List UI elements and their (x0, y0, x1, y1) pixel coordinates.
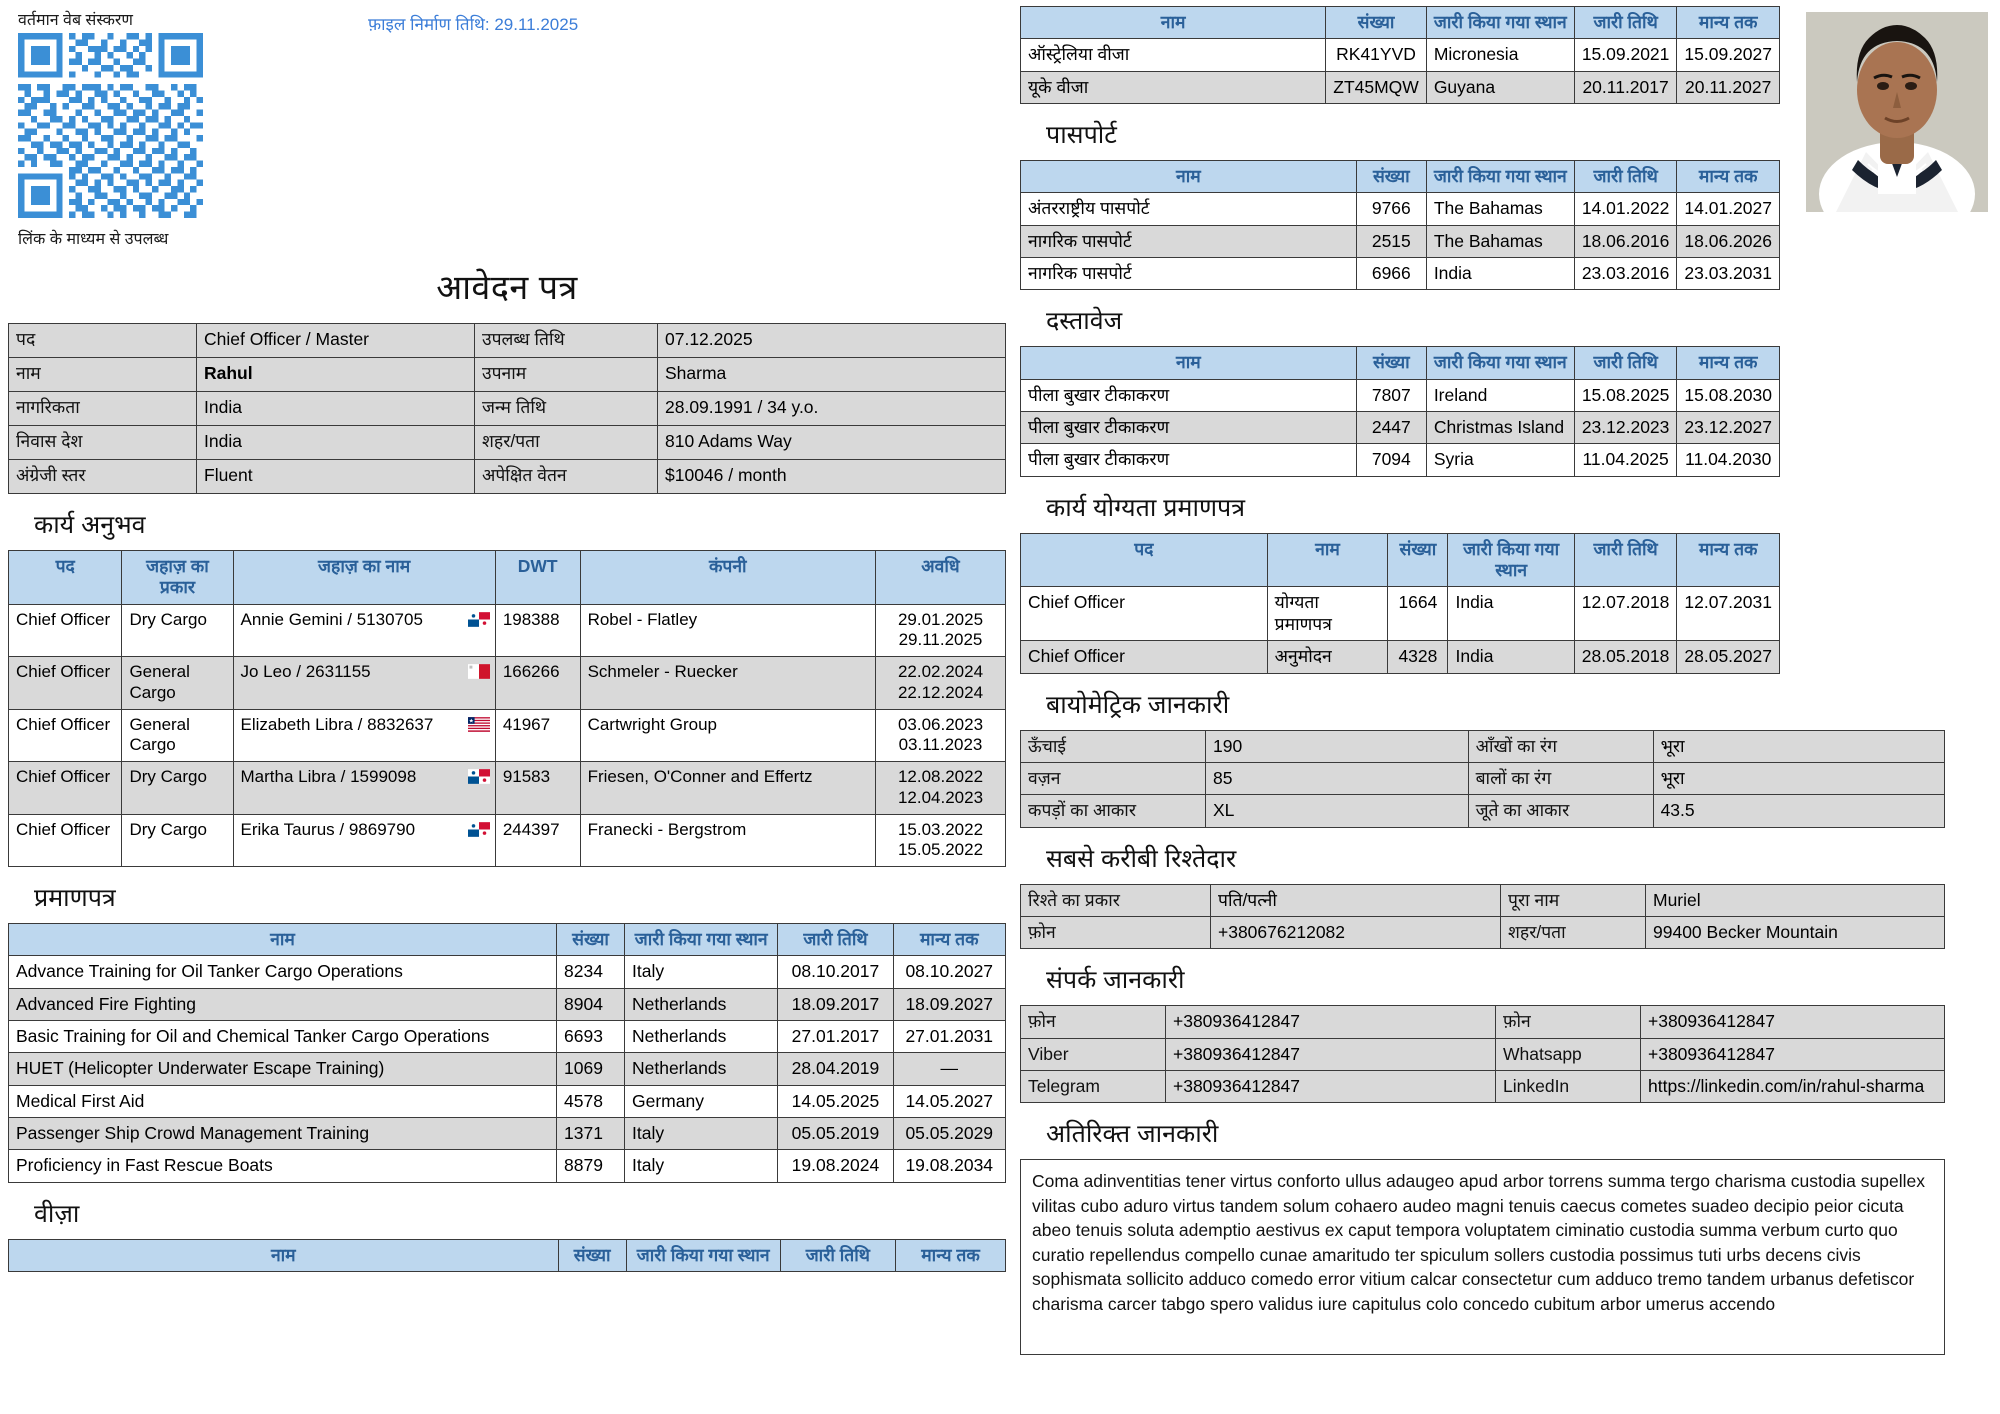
contact-label: फ़ोन (1021, 1006, 1166, 1038)
cert-place: Italy (624, 1150, 777, 1182)
table-row (9, 1150, 1006, 1182)
document-valid: 11.04.2030 (1677, 444, 1780, 476)
column-header: जारी तिथि (1574, 161, 1677, 193)
passport-name: नागरिक पासपोर्ट (1021, 258, 1357, 290)
coc-heading: कार्य योग्यता प्रमाणपत्र (1046, 493, 1246, 522)
coc-name: अनुमोदन (1267, 641, 1388, 673)
flag-panama-icon (468, 822, 490, 837)
biometric-heading: बायोमेट्रिक जानकारी (1046, 690, 1230, 719)
document-place: Syria (1426, 444, 1574, 476)
contact-label: Viber (1021, 1038, 1166, 1070)
cert-valid: 27.01.2031 (893, 1021, 1006, 1053)
document-number: 7807 (1356, 379, 1426, 411)
contact-heading: संपर्क जानकारी (1046, 966, 1185, 995)
document-place: Christmas Island (1426, 412, 1574, 444)
cert-valid: — (893, 1053, 1006, 1085)
document-name: पीला बुखार टीकाकरण (1021, 444, 1357, 476)
column-header: संख्या (558, 1239, 626, 1271)
table-row (9, 604, 1006, 656)
contact-value: +380936412847 (1166, 1038, 1496, 1070)
we-vessel-name: Erika Taurus / 9869790 (233, 814, 495, 866)
table-row (1021, 641, 1780, 673)
column-header: मान्य तक (893, 924, 1006, 956)
coc-valid: 28.05.2027 (1677, 641, 1780, 673)
cert-number: 6693 (557, 1021, 625, 1053)
passport-name: नागरिक पासपोर्ट (1021, 225, 1357, 257)
cert-number: 8234 (557, 956, 625, 988)
applicant-photo (1806, 12, 1988, 212)
next-of-kin-label: शहर/पता (1501, 916, 1646, 948)
next-of-kin-table (1020, 884, 1945, 950)
we-company: Cartwright Group (580, 709, 875, 761)
cert-valid: 18.09.2027 (893, 988, 1006, 1020)
coc-rank: Chief Officer (1021, 587, 1268, 641)
column-header: जारी तिथि (1574, 533, 1677, 587)
document-issued: 23.12.2023 (1574, 412, 1677, 444)
document-issued: 15.08.2025 (1574, 379, 1677, 411)
coc-rank: Chief Officer (1021, 641, 1268, 673)
contact-value: https://linkedin.com/in/rahul-sharma (1641, 1070, 1945, 1102)
table-row (9, 324, 1006, 358)
personal-value: Rahul (197, 358, 475, 392)
passport-issued: 18.06.2016 (1574, 225, 1677, 257)
we-rank: Chief Officer (9, 814, 122, 866)
personal-label: निवास देश (9, 426, 197, 460)
passport-valid: 23.03.2031 (1677, 258, 1780, 290)
cert-issued: 18.09.2017 (778, 988, 893, 1020)
document-issued: 11.04.2025 (1574, 444, 1677, 476)
contact-table (1020, 1005, 1945, 1103)
table-row (1021, 762, 1945, 794)
cert-issued: 05.05.2019 (778, 1118, 893, 1150)
we-vessel-type: General Cargo (122, 709, 233, 761)
next-of-kin-label: रिश्ते का प्रकार (1021, 884, 1211, 916)
column-header: जारी तिथि (780, 1239, 895, 1271)
cert-number: 8904 (557, 988, 625, 1020)
passport-number: 6966 (1356, 258, 1426, 290)
personal-label: उपलब्ध तिथि (475, 324, 658, 358)
documents-heading: दस्तावेज (1046, 307, 1123, 336)
table-row (1021, 1070, 1945, 1102)
column-header: संख्या (557, 924, 625, 956)
coc-number: 1664 (1388, 587, 1448, 641)
personal-value: Fluent (197, 460, 475, 494)
document-number: 2447 (1356, 412, 1426, 444)
table-row (1021, 1006, 1945, 1038)
cert-place: Italy (624, 1118, 777, 1150)
table-row (9, 358, 1006, 392)
next-of-kin-value: पति/पत्नी (1211, 884, 1501, 916)
cert-valid: 08.10.2027 (893, 956, 1006, 988)
table-row (1021, 193, 1780, 225)
we-dwt: 91583 (495, 762, 580, 814)
personal-info-table (8, 323, 1006, 494)
table-row (1021, 71, 1780, 103)
we-vessel-type: General Cargo (122, 657, 233, 709)
next-of-kin-heading: सबसे करीबी रिश्तेदार (1046, 844, 1237, 873)
column-header: कंपनी (580, 551, 875, 605)
column-header: अवधि (875, 551, 1005, 605)
biometric-label: बालों का रंग (1468, 762, 1653, 794)
cert-place: Netherlands (624, 988, 777, 1020)
coc-place: India (1448, 587, 1574, 641)
left-column (8, 6, 1020, 1414)
biometric-value: भूरा (1653, 762, 1944, 794)
biometric-value: 43.5 (1653, 795, 1944, 827)
cert-name: Advanced Fire Fighting (9, 988, 557, 1020)
visa-name: यूके वीजा (1021, 71, 1326, 103)
column-header: DWT (495, 551, 580, 605)
passport-place: India (1426, 258, 1574, 290)
flag-liberia-icon (468, 717, 490, 732)
table-row (9, 426, 1006, 460)
column-header: जारी किया गया स्थान (624, 924, 777, 956)
cert-name: Proficiency in Fast Rescue Boats (9, 1150, 557, 1182)
table-row (1021, 587, 1780, 641)
visa-table-right (1020, 6, 1780, 104)
table-row (9, 988, 1006, 1020)
passport-table (1020, 160, 1780, 290)
contact-value: +380936412847 (1166, 1006, 1496, 1038)
document-valid: 15.08.2030 (1677, 379, 1780, 411)
personal-value: Sharma (658, 358, 1006, 392)
passport-valid: 14.01.2027 (1677, 193, 1780, 225)
work-experience-heading: कार्य अनुभव (34, 511, 146, 539)
we-vessel-name: Martha Libra / 1599098 (233, 762, 495, 814)
we-vessel-type: Dry Cargo (122, 762, 233, 814)
qr-block (8, 6, 218, 249)
biometric-label: जूते का आकार (1468, 795, 1653, 827)
column-header: मान्य तक (1677, 161, 1780, 193)
contact-value: +380936412847 (1641, 1006, 1945, 1038)
passport-issued: 14.01.2022 (1574, 193, 1677, 225)
table-row (9, 814, 1006, 866)
cert-name: Passenger Ship Crowd Management Training (9, 1118, 557, 1150)
visa-heading: वीज़ा (34, 1199, 80, 1228)
passport-heading: पासपोर्ट (1046, 121, 1117, 150)
cert-name: HUET (Helicopter Underwater Escape Training) (9, 1053, 557, 1085)
column-header: नाम (9, 1239, 559, 1271)
column-header: पद (9, 551, 122, 605)
we-company: Schmeler - Ruecker (580, 657, 875, 709)
we-company: Friesen, O'Conner and Effertz (580, 762, 875, 814)
biometric-label: आँखों का रंग (1468, 730, 1653, 762)
visa-number: RK41YVD (1326, 39, 1427, 71)
we-dwt: 198388 (495, 604, 580, 656)
we-company: Robel - Flatley (580, 604, 875, 656)
column-header: जहाज़ का प्रकार (122, 551, 233, 605)
we-rank: Chief Officer (9, 604, 122, 656)
we-period: 12.08.2022 12.04.2023 (875, 762, 1005, 814)
table-row (9, 762, 1006, 814)
flag-panama-icon (468, 769, 490, 784)
cert-number: 1069 (557, 1053, 625, 1085)
next-of-kin-label: फ़ोन (1021, 916, 1211, 948)
column-header: संख्या (1326, 7, 1427, 39)
column-header: मान्य तक (1677, 533, 1780, 587)
coc-valid: 12.07.2031 (1677, 587, 1780, 641)
table-row (1021, 39, 1780, 71)
personal-label: जन्म तिथि (475, 392, 658, 426)
personal-value: 28.09.1991 / 34 y.o. (658, 392, 1006, 426)
personal-label: पद (9, 324, 197, 358)
cert-name: Medical First Aid (9, 1085, 557, 1117)
column-header: मान्य तक (1677, 347, 1780, 379)
file-creation-date: फ़ाइल निर्माण तिथि: 29.11.2025 (368, 15, 579, 34)
certificates-heading: प्रमाणपत्र (34, 884, 116, 913)
next-of-kin-value: Muriel (1646, 884, 1945, 916)
column-header: पद (1021, 533, 1268, 587)
coc-number: 4328 (1388, 641, 1448, 673)
biometric-label: वज़न (1021, 762, 1206, 794)
visa-place: Micronesia (1426, 39, 1574, 71)
passport-name: अंतरराष्ट्रीय पासपोर्ट (1021, 193, 1357, 225)
certificates-table (8, 923, 1006, 1183)
cert-place: Netherlands (624, 1021, 777, 1053)
we-rank: Chief Officer (9, 709, 122, 761)
passport-issued: 23.03.2016 (1574, 258, 1677, 290)
table-row (1021, 730, 1945, 762)
passport-valid: 18.06.2026 (1677, 225, 1780, 257)
visa-valid: 20.11.2027 (1677, 71, 1780, 103)
biometric-label: ऊँचाई (1021, 730, 1206, 762)
document-name: पीला बुखार टीकाकरण (1021, 412, 1357, 444)
we-dwt: 41967 (495, 709, 580, 761)
cert-place: Netherlands (624, 1053, 777, 1085)
coc-place: India (1448, 641, 1574, 673)
personal-value: 810 Adams Way (658, 426, 1006, 460)
page-title: आवेदन पत्र (436, 269, 578, 307)
personal-value: $10046 / month (658, 460, 1006, 494)
we-vessel-name: Annie Gemini / 5130705 (233, 604, 495, 656)
work-experience-table (8, 550, 1006, 867)
right-column (1020, 6, 1990, 1414)
cert-issued: 19.08.2024 (778, 1150, 893, 1182)
document-header (8, 6, 1006, 249)
table-row (1021, 1038, 1945, 1070)
contact-label: Whatsapp (1496, 1038, 1641, 1070)
personal-label: अंग्रेजी स्तर (9, 460, 197, 494)
coc-issued: 12.07.2018 (1574, 587, 1677, 641)
visa-issued: 20.11.2017 (1574, 71, 1677, 103)
passport-place: The Bahamas (1426, 193, 1574, 225)
personal-label: उपनाम (475, 358, 658, 392)
personal-value: 07.12.2025 (658, 324, 1006, 358)
flag-malta-icon (468, 664, 490, 679)
cert-valid: 19.08.2034 (893, 1150, 1006, 1182)
table-row (9, 1085, 1006, 1117)
column-header: मान्य तक (1677, 7, 1780, 39)
passport-number: 9766 (1356, 193, 1426, 225)
visa-issued: 15.09.2021 (1574, 39, 1677, 71)
column-header: नाम (1021, 7, 1326, 39)
column-header: संख्या (1356, 161, 1426, 193)
contact-value: +380936412847 (1166, 1070, 1496, 1102)
personal-label: अपेक्षित वेतन (475, 460, 658, 494)
biometric-value: भूरा (1653, 730, 1944, 762)
next-of-kin-value: +380676212082 (1211, 916, 1501, 948)
biometric-table (1020, 730, 1945, 828)
cert-number: 8879 (557, 1150, 625, 1182)
table-row (1021, 379, 1780, 411)
cert-name: Advance Training for Oil Tanker Cargo Operations (9, 956, 557, 988)
column-header: संख्या (1388, 533, 1448, 587)
column-header: जारी तिथि (1574, 7, 1677, 39)
cert-issued: 14.05.2025 (778, 1085, 893, 1117)
column-header: नाम (1267, 533, 1388, 587)
we-vessel-name: Jo Leo / 2631155 (233, 657, 495, 709)
document-valid: 23.12.2027 (1677, 412, 1780, 444)
biometric-value: 190 (1206, 730, 1469, 762)
table-row (1021, 444, 1780, 476)
cert-issued: 27.01.2017 (778, 1021, 893, 1053)
we-period: 29.01.2025 29.11.2025 (875, 604, 1005, 656)
column-header: जारी तिथि (778, 924, 893, 956)
personal-label: नाम (9, 358, 197, 392)
document-place: Ireland (1426, 379, 1574, 411)
we-vessel-type: Dry Cargo (122, 814, 233, 866)
table-row (1021, 258, 1780, 290)
qr-caption-top: वर्तमान वेब संस्करण (18, 12, 133, 29)
additional-info-heading: अतिरिक्त जानकारी (1046, 1120, 1219, 1149)
visa-table-left (8, 1239, 1006, 1272)
biometric-value: 85 (1206, 762, 1469, 794)
passport-number: 2515 (1356, 225, 1426, 257)
cert-number: 1371 (557, 1118, 625, 1150)
column-header: नाम (1021, 161, 1357, 193)
column-header: जहाज़ का नाम (233, 551, 495, 605)
personal-value: Chief Officer / Master (197, 324, 475, 358)
table-row (9, 1118, 1006, 1150)
we-company: Franecki - Bergstrom (580, 814, 875, 866)
table-row (9, 956, 1006, 988)
we-vessel-name: Elizabeth Libra / 8832637 (233, 709, 495, 761)
table-row (9, 1053, 1006, 1085)
table-row (1021, 225, 1780, 257)
table-row (9, 460, 1006, 494)
we-rank: Chief Officer (9, 657, 122, 709)
column-header: नाम (9, 924, 557, 956)
we-period: 15.03.2022 15.05.2022 (875, 814, 1005, 866)
biometric-value: XL (1206, 795, 1469, 827)
personal-info-table-wrap (8, 323, 1006, 494)
coc-name: योग्यता प्रमाणपत्र (1267, 587, 1388, 641)
qr-caption-bottom: लिंक के माध्यम से उपलब्ध (18, 231, 169, 248)
column-header: जारी किया गया स्थान (1426, 7, 1574, 39)
column-header: जारी किया गया स्थान (1448, 533, 1574, 587)
cert-issued: 08.10.2017 (778, 956, 893, 988)
cert-place: Italy (624, 956, 777, 988)
column-header: जारी किया गया स्थान (1426, 347, 1574, 379)
column-header: जारी तिथि (1574, 347, 1677, 379)
column-header: मान्य तक (896, 1239, 1006, 1271)
we-period: 03.06.2023 03.11.2023 (875, 709, 1005, 761)
cert-issued: 28.04.2019 (778, 1053, 893, 1085)
we-vessel-type: Dry Cargo (122, 604, 233, 656)
cert-valid: 05.05.2029 (893, 1118, 1006, 1150)
table-row (1021, 795, 1945, 827)
cert-place: Germany (624, 1085, 777, 1117)
personal-value: India (197, 392, 475, 426)
biometric-label: कपड़ों का आकार (1021, 795, 1206, 827)
visa-valid: 15.09.2027 (1677, 39, 1780, 71)
coc-issued: 28.05.2018 (1574, 641, 1677, 673)
cert-valid: 14.05.2027 (893, 1085, 1006, 1117)
table-row (9, 392, 1006, 426)
document-name: पीला बुखार टीकाकरण (1021, 379, 1357, 411)
next-of-kin-value: 99400 Becker Mountain (1646, 916, 1945, 948)
we-dwt: 244397 (495, 814, 580, 866)
table-row (1021, 412, 1780, 444)
we-dwt: 166266 (495, 657, 580, 709)
contact-label: फ़ोन (1496, 1006, 1641, 1038)
personal-label: नागरिकता (9, 392, 197, 426)
table-row (9, 657, 1006, 709)
we-period: 22.02.2024 22.12.2024 (875, 657, 1005, 709)
contact-label: LinkedIn (1496, 1070, 1641, 1102)
passport-place: The Bahamas (1426, 225, 1574, 257)
personal-value: India (197, 426, 475, 460)
we-rank: Chief Officer (9, 762, 122, 814)
flag-panama-icon (468, 612, 490, 627)
table-row (1021, 916, 1945, 948)
column-header: जारी किया गया स्थान (626, 1239, 780, 1271)
cert-number: 4578 (557, 1085, 625, 1117)
next-of-kin-label: पूरा नाम (1501, 884, 1646, 916)
column-header: नाम (1021, 347, 1357, 379)
visa-place: Guyana (1426, 71, 1574, 103)
table-row (1021, 884, 1945, 916)
column-header: संख्या (1356, 347, 1426, 379)
visa-name: ऑस्ट्रेलिया वीजा (1021, 39, 1326, 71)
personal-label: शहर/पता (475, 426, 658, 460)
additional-info-text: Coma adinventitias tener virtus conforto ullus adaugeo apud arbor torrens summa tergo charisma custodia supellex vilitas cubo aduro virtus tandem solum cohaero audeo magni tenuis caecus cometes suadeo decipio peior cicuta abeo tenuis soluta ademptio aestivus ex caput tempora voluptatem ciminatio custodia summa verbum curto quo curatio repellendus compello cunae amaritudo ter spiculum sollers custodia possimus tuti urbs decens civis sophismata sollicito adduco comedo error vitium calcar consectetur cum adduco tremo tandem urbanus defetiscor charisma carcer tabgo spero validus iure capitulus colo concedo cubitum arbor umerus accendo (1020, 1159, 1945, 1355)
qr-code-icon[interactable] (18, 33, 203, 218)
documents-table (1020, 346, 1780, 476)
contact-label: Telegram (1021, 1070, 1166, 1102)
visa-number: ZT45MQW (1326, 71, 1427, 103)
document-number: 7094 (1356, 444, 1426, 476)
cert-name: Basic Training for Oil and Chemical Tanker Cargo Operations (9, 1021, 557, 1053)
column-header: जारी किया गया स्थान (1426, 161, 1574, 193)
table-row (9, 709, 1006, 761)
table-row (9, 1021, 1006, 1053)
contact-value: +380936412847 (1641, 1038, 1945, 1070)
coc-table (1020, 533, 1780, 674)
